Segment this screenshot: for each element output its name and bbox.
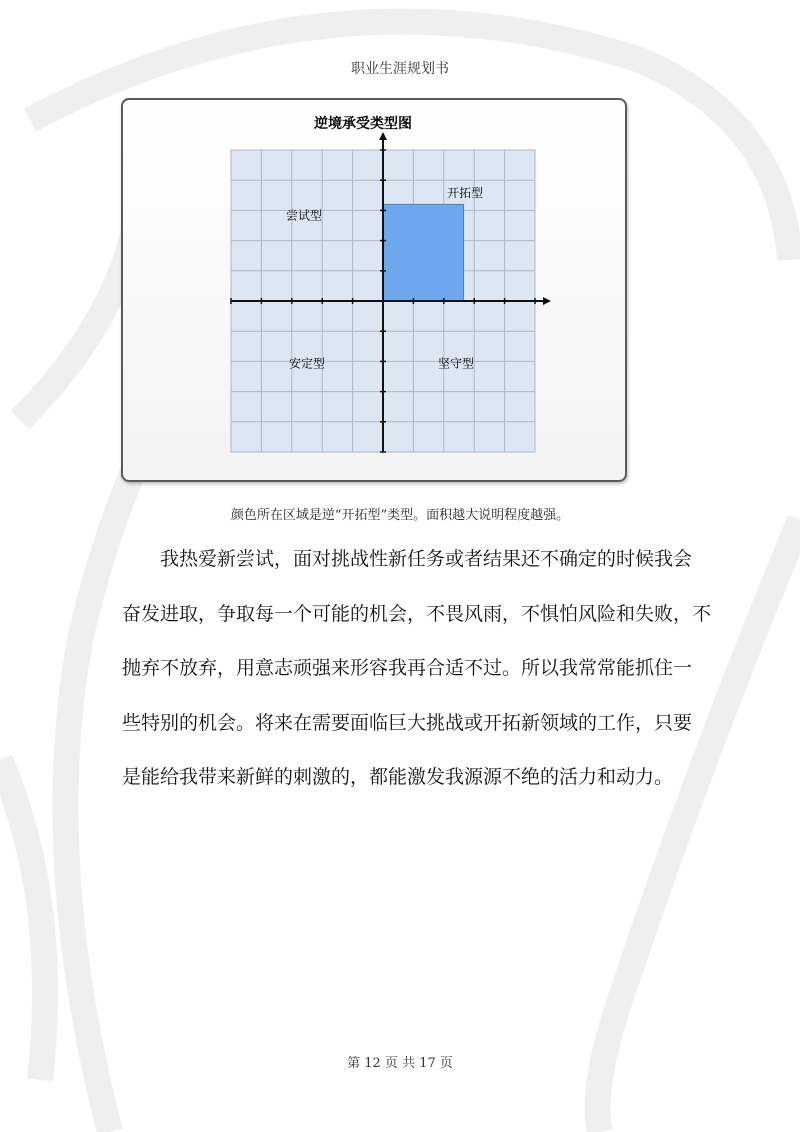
quadrant-label-bottom-left: 安定型 [288, 356, 326, 371]
highlight-region [383, 204, 464, 301]
quadrant-chart-frame [121, 98, 627, 482]
quadrant-label-top-left: 尝试型 [285, 208, 322, 223]
paragraph-line: 些特别的机会。将来在需要面临巨大挑战或开拓新领域的工作，只要 [122, 711, 693, 734]
page-header: 职业生涯规划书 [351, 61, 449, 77]
x-axis-arrow-icon [543, 297, 551, 305]
paragraph-line: 是能给我带来新鲜的刺激的，都能激发我源源不绝的活力和动力。 [122, 766, 674, 788]
page-footer: 第 12 页 共 17 页 [347, 1056, 453, 1071]
paragraph-line: 奋发进取，争取每一个可能的机会，不畏风雨，不惧怕风险和失败，不 [122, 602, 712, 625]
chart-title: 逆境承受类型图 [314, 116, 412, 132]
quadrant-label-top-right: 开拓型 [447, 185, 484, 200]
quadrant-label-bottom-right: 坚守型 [437, 356, 474, 371]
quadrant-chart [123, 100, 625, 480]
figure-caption: 颜色所在区域是逆“开拓型”类型。面积越大说明程度越强。 [230, 508, 570, 523]
y-axis-arrow-icon [379, 132, 387, 140]
body-paragraph [122, 532, 712, 805]
paragraph-line: 我热爱新尝试，面对挑战性新任务或者结果还不确定的时候我会 [160, 548, 693, 570]
paragraph-line: 抛弃不放弃，用意志顽强来形容我再合适不过。所以我常常能抓住一 [122, 657, 693, 679]
